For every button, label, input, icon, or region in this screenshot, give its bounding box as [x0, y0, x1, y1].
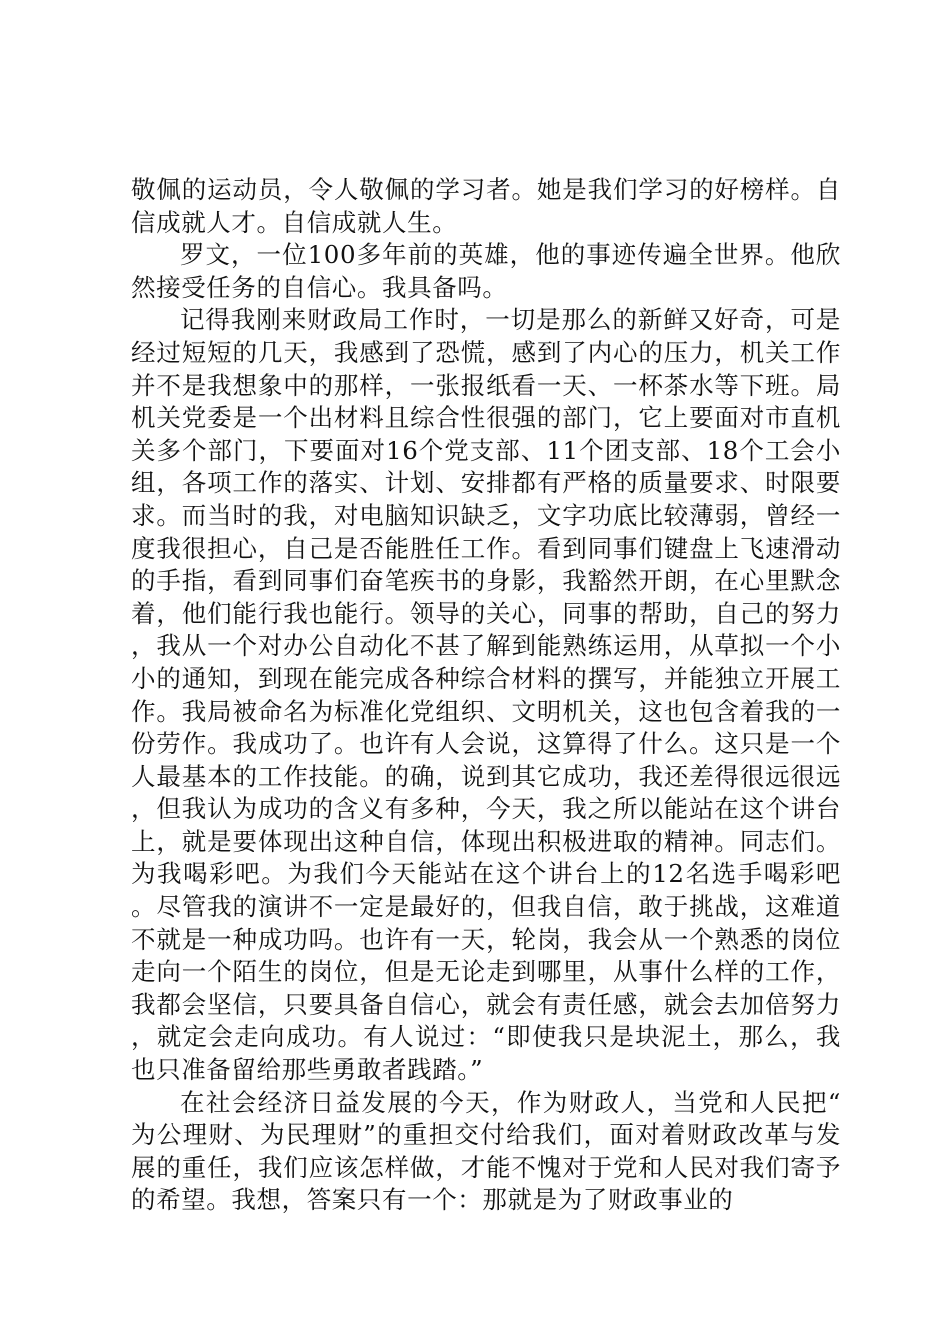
paragraph-2: 罗文，一位100多年前的英雄，他的事迹传遍全世界。他欣然接受任务的自信心。我具备吗。 [131, 240, 841, 302]
paragraph-4: 在社会经济日益发展的今天，作为财政人，当党和人民把“为公理财、为民理财”的重担交付给我们，面对着财政改革与发展的重任，我们应该怎样做，才能不愧对于党和人民对我们寄予的希望。我想，答案只有一个：那就是为了财政事业的 [131, 1087, 841, 1215]
paragraph-1: 敬佩的运动员，令人敬佩的学习者。她是我们学习的好榜样。自信成就人才。自信成就人生。 [131, 175, 841, 237]
document-body [131, 174, 841, 1217]
paragraph-3: 记得我刚来财政局工作时，一切是那么的新鲜又好奇，可是经过短短的几天，我感到了恐慌，感到了内心的压力，机关工作并不是我想象中的那样，一张报纸看一天、一杯茶水等下班。局机关党委是一个出材料且综合性很强的部门，它上要面对市直机关多个部门，下要面对16个党支部、11个团支部、18个工会小组，各项工作的落实、计划、安排都有严格的质量要求、时限要求。而当时的我，对电脑知识缺乏，文字功底比较薄弱，曾经一度我很担心，自己是否能胜任工作。看到同事们键盘上飞速滑动的手指，看到同事们奋笔疾书的身影，我豁然开朗，在心里默念着，他们能行我也能行。领导的关心，同事的帮助，自己的努力，我从一个对办公自动化不甚了解到能熟练运用，从草拟一个小小的通知，到现在能完成各种综合材料的撰写，并能独立开展工作。我局被命名为标准化党组织、文明机关，这也包含着我的一份劳作。我成功了。也许有人会说，这算得了什么。这只是一个人最基本的工作技能。的确，说到其它成功，我还差得很远很远，但我认为成功的含义有多种，今天，我之所以能站在这个讲台上，就是要体现出这种自信，体现出积极进取的精神。同志们。为我喝彩吧。为我们今天能站在这个讲台上的12名选手喝彩吧。尽管我的演讲不一定是最好的，但我自信，敢于挑战，这难道不就是一种成功吗。也许有一天，轮岗，我会从一个熟悉的岗位走向一个陌生的岗位，但是无论走到哪里，从事什么样的工作，我都会坚信，只要具备自信心，就会有责任感，就会去加倍努力，就定会走向成功。有人说过：“即使我只是块泥土，那么，我也只准备留给那些勇敢者践踏。” [131, 305, 841, 1085]
